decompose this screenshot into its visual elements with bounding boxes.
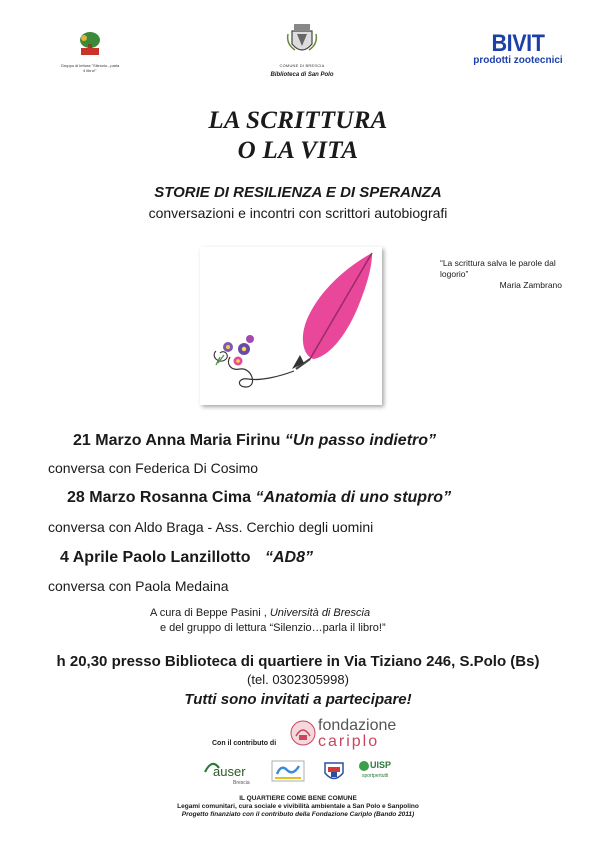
event-2-date-author: 28 Marzo Rosanna Cima: [67, 489, 252, 506]
biblioteca-name: Biblioteca di San Polo: [270, 72, 334, 78]
reading-group-caption: Gruppo di lettura "Silenzio...parla il libro!": [60, 63, 120, 73]
footer-line-3: Progetto finanziato con il contributo della Fondazione Cariplo (Bando 2011): [181, 811, 415, 818]
event-1-date-author: 21 Marzo Anna Maria Firinu: [73, 432, 281, 449]
curator-prefix: A cura di Beppe Pasini ,: [150, 607, 270, 619]
event-2-book: “Anatomia di uno stupro”: [255, 489, 452, 506]
venue-line: h 20,30 presso Biblioteca di quartiere in Via Tiziano 246, S.Polo (Bs): [56, 653, 540, 670]
footer-line-2: Legami comunitari, cura sociale e vivibilità ambientale a San Polo e Sanpolino: [177, 803, 419, 810]
footer-line-3-wrap: [0, 811, 596, 819]
feather-illustration: [200, 247, 382, 405]
event-3-book: “AD8”: [264, 549, 313, 566]
shield-logo: [322, 760, 346, 789]
university: Università di Brescia: [269, 607, 371, 619]
comune-caption: COMUNE DI BRESCIA: [279, 63, 325, 68]
curator-line-2: e del gruppo di lettura “Silenzio…parla il libro!”: [160, 622, 386, 634]
reading-group-logo: [60, 30, 120, 73]
event-2-conversa: conversa con Aldo Braga - Ass. Cerchio degli uomini: [48, 519, 374, 535]
event-3-title: [60, 549, 313, 567]
title-line-1: LA SCRITTURA: [208, 107, 388, 134]
shield-icon: [322, 760, 346, 784]
sc-logo: [271, 760, 305, 787]
cariplo-emblem-icon: [290, 720, 316, 746]
event-3-date-author: 4 Aprile Paolo Lanzillotto: [60, 549, 251, 566]
invite-line: Tutti sono invitati a partecipare!: [184, 691, 412, 708]
cariplo-name: cariplo: [318, 733, 380, 750]
coat-of-arms-icon: [285, 22, 319, 58]
contrib-label: Con il contributo di: [212, 740, 277, 747]
uisp-leaf-icon: [358, 760, 370, 772]
event-1-book: “Un passo indietro”: [284, 432, 437, 449]
auser-city: Brescia: [233, 780, 250, 786]
sc-emblem-icon: [271, 760, 305, 782]
title-line-2: O LA VITA: [237, 137, 359, 164]
bivit-logo: [470, 32, 566, 66]
event-2-title: [67, 489, 451, 507]
quote-author: Maria Zambrano: [499, 280, 562, 290]
uisp-name: UISP: [370, 760, 392, 770]
auser-logo: [203, 758, 259, 788]
uisp-logo: [358, 760, 402, 786]
quote: [440, 258, 575, 291]
event-1-title: [73, 432, 436, 450]
quote-text: “La scrittura salva le parole dal logorio”: [440, 258, 556, 279]
curator-line-1: [150, 606, 386, 621]
curator-note: [150, 606, 386, 636]
uisp-tagline: sportpertutti: [362, 773, 389, 779]
cariplo-logo: [290, 718, 410, 750]
venue-tel: (tel. 0302305998): [247, 672, 349, 687]
subtitle-main: STORIE DI RESILIENZA E DI SPERANZA: [154, 184, 442, 201]
event-1-conversa: conversa con Federica Di Cosimo: [48, 460, 259, 476]
bivit-tagline: prodotti zootecnici: [473, 55, 563, 66]
book-tree-icon: [75, 30, 105, 58]
auser-name: auser: [213, 764, 246, 779]
footer-line-1: IL QUARTIERE COME BENE COMUNE: [239, 795, 357, 802]
quill-flowers-icon: [200, 247, 382, 405]
subtitle-secondary: conversazioni e incontri con scrittori autobiografi: [148, 205, 448, 221]
cariplo-fondazione: fondazione: [318, 717, 397, 734]
bivit-name: BIVIT: [491, 30, 545, 57]
comune-brescia-logo: [262, 22, 342, 78]
event-3-conversa: conversa con Paola Medaina: [48, 578, 229, 594]
